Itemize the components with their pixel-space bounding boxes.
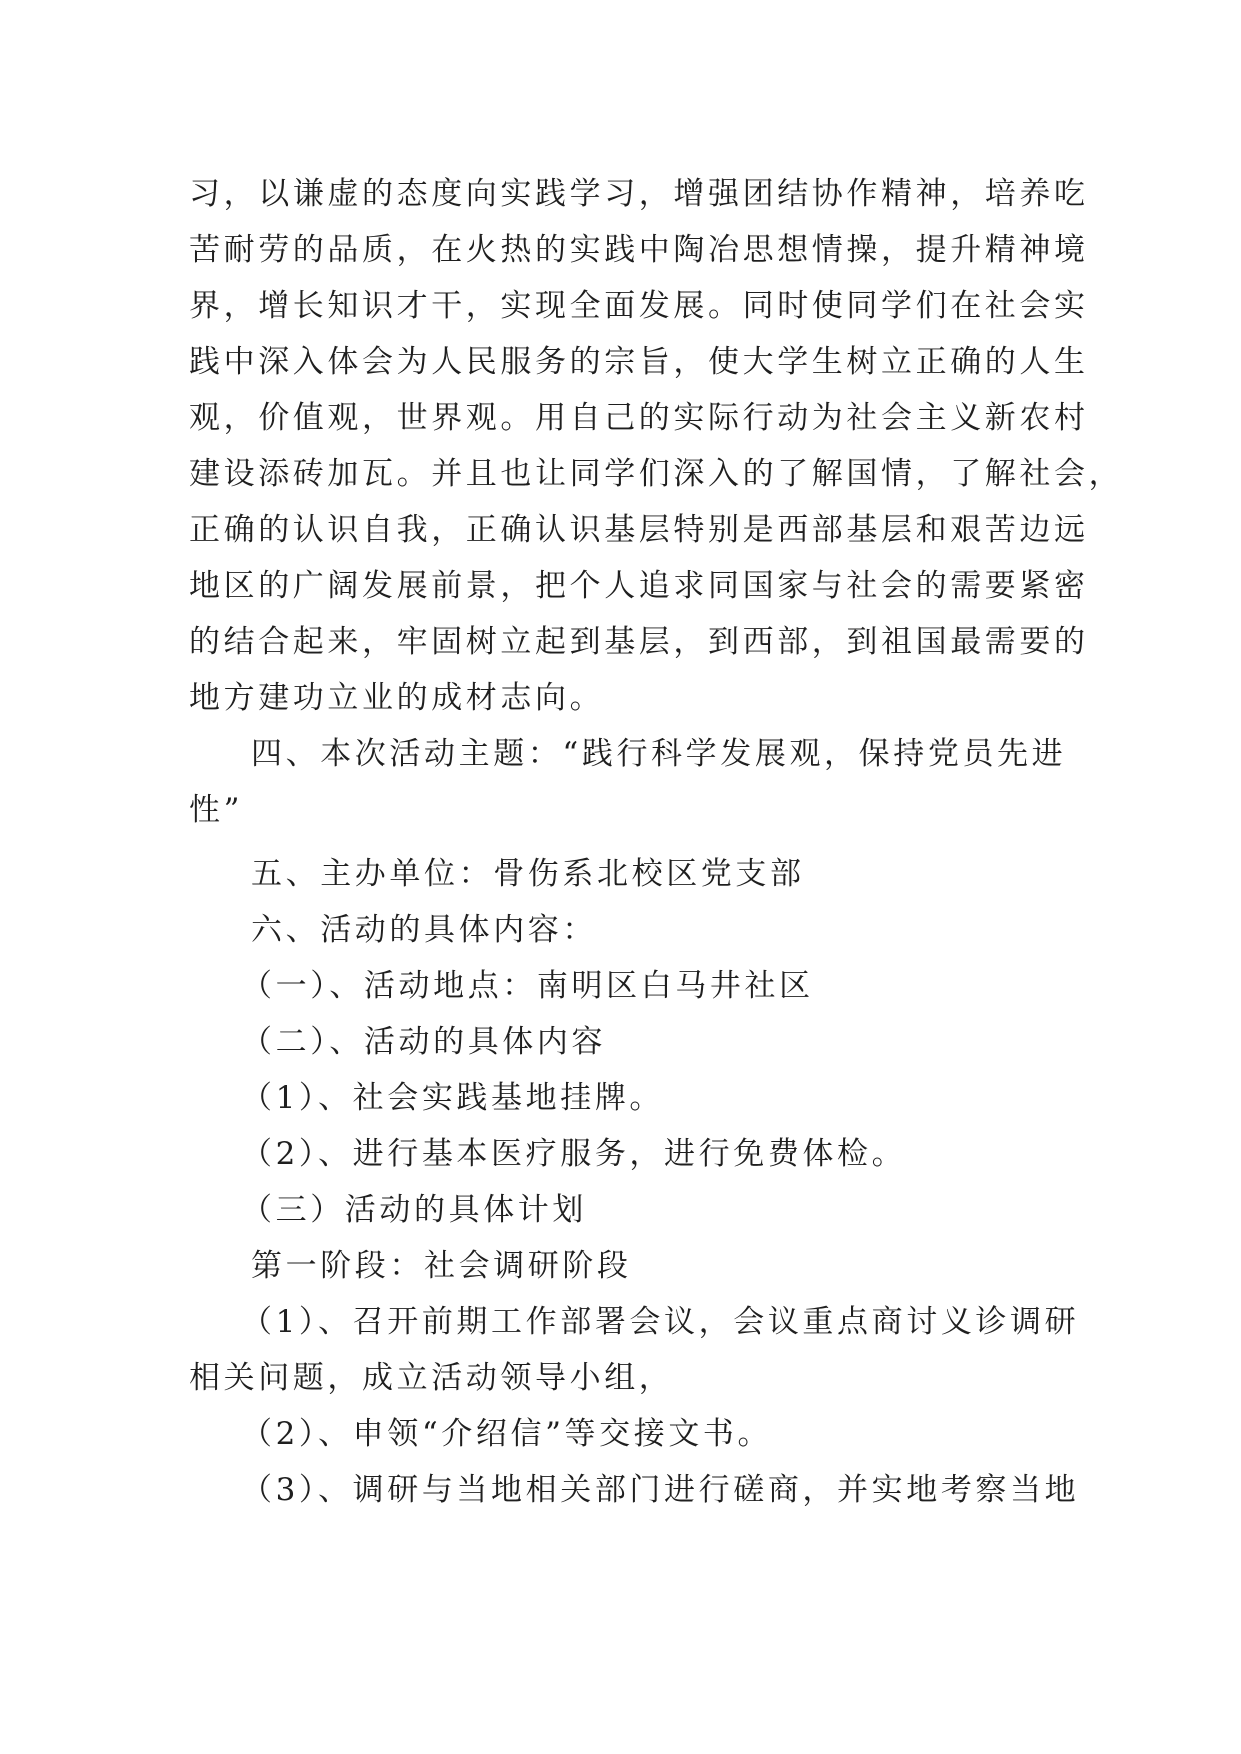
paragraph-line: 地区的广阔发展前景，把个人追求同国家与社会的需要紧密 [189, 568, 1089, 604]
list-item: （一）、活动地点：南明区白马井社区 [241, 968, 814, 1004]
paragraph-line: 苦耐劳的品质，在火热的实践中陶冶思想情操，提升精神境 [189, 232, 1089, 268]
paragraph-line: 相关问题，成立活动领导小组， [189, 1360, 674, 1396]
paragraph-line: 界，增长知识才干，实现全面发展。同时使同学们在社会实 [189, 288, 1089, 324]
phase-heading: 第一阶段：社会调研阶段 [251, 1248, 632, 1284]
list-item: （3）、调研与当地相关部门进行磋商，并实地考察当地 [241, 1472, 1080, 1508]
paragraph-line: 践中深入体会为人民服务的宗旨，使大学生树立正确的人生 [189, 344, 1089, 380]
paragraph-line: 习，以谦虚的态度向实践学习，增强团结协作精神，培养吃 [189, 176, 1089, 212]
list-item: （1）、召开前期工作部署会议，会议重点商讨义诊调研 [241, 1304, 1080, 1340]
list-item: （2）、进行基本医疗服务，进行免费体检。 [241, 1136, 907, 1172]
list-item: （2）、申领“介绍信”等交接文书。 [241, 1416, 773, 1452]
section-heading-theme: 四、本次活动主题：“践行科学发展观，保持党员先进 [251, 736, 1067, 772]
paragraph-line: 观，价值观，世界观。用自己的实际行动为社会主义新农村 [189, 400, 1089, 436]
paragraph-line: 建设添砖加瓦。并且也让同学们深入的了解国情，了解社会， [189, 456, 1124, 492]
list-item: （1）、社会实践基地挂牌。 [241, 1080, 665, 1116]
paragraph-line: 性” [189, 792, 244, 828]
paragraph-line: 的结合起来，牢固树立起到基层，到西部，到祖国最需要的 [189, 624, 1089, 660]
body-text [189, 166, 1124, 1518]
paragraph-line: 地方建功立业的成材志向。 [189, 680, 605, 716]
section-heading-content: 六、活动的具体内容： [251, 912, 597, 948]
list-item: （三）活动的具体计划 [241, 1192, 587, 1228]
paragraph-line: 正确的认识自我，正确认识基层特别是西部基层和艰苦边远 [189, 512, 1089, 548]
list-item: （二）、活动的具体内容 [241, 1024, 607, 1060]
section-heading-organizer: 五、主办单位：骨伤系北校区党支部 [251, 856, 805, 892]
